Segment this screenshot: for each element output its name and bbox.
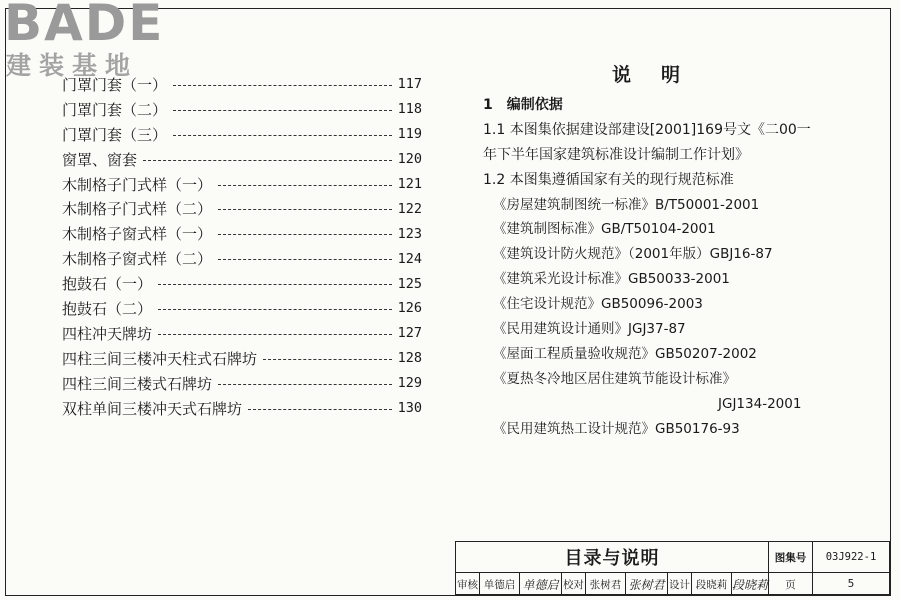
toc-row bbox=[62, 172, 422, 197]
toc-row bbox=[62, 346, 422, 371]
toc-title: 门罩门套（三） bbox=[62, 125, 168, 144]
toc-row bbox=[62, 271, 422, 296]
toc-page: 119 bbox=[397, 126, 422, 143]
standard-item: 《夏热冬冷地区居住建筑节能设计标准》 bbox=[493, 370, 736, 387]
toc-title: 木制格子窗式样（一） bbox=[62, 225, 213, 244]
standard-item: 《建筑采光设计标准》GB50033-2001 bbox=[493, 271, 730, 288]
toc-row bbox=[62, 221, 422, 246]
toc-row bbox=[62, 196, 422, 221]
design-label: 设计 bbox=[668, 573, 692, 595]
logo-subtitle: 建装基地 bbox=[6, 51, 139, 80]
toc-leader bbox=[218, 384, 392, 385]
toc-title: 双柱单间三楼冲天式石牌坊 bbox=[62, 399, 243, 418]
standard-item: 《民用建筑热工设计规范》GB50176-93 bbox=[493, 420, 740, 437]
toc-row bbox=[62, 122, 422, 147]
toc-title: 四柱冲天牌坊 bbox=[62, 324, 153, 343]
check-name: 张树君 bbox=[586, 573, 626, 595]
standard-item: 《建筑制图标准》GB/T50104-2001 bbox=[493, 221, 716, 238]
toc-page: 125 bbox=[397, 275, 422, 292]
toc-row bbox=[62, 321, 422, 346]
paragraph-1-1-line-2: 年下半年国家建筑标准设计编制工作计划》 bbox=[483, 146, 749, 163]
toc-page: 123 bbox=[397, 225, 422, 242]
toc-page: 118 bbox=[397, 101, 422, 118]
standard-item: 《房屋建筑制图统一标准》B/T50001-2001 bbox=[493, 196, 760, 213]
toc-page: 120 bbox=[397, 151, 422, 168]
toc-page: 129 bbox=[397, 375, 422, 392]
atlas-label: 图集号 bbox=[769, 542, 813, 573]
toc-page: 117 bbox=[397, 76, 422, 93]
check-label: 校对 bbox=[562, 573, 586, 595]
table-of-contents bbox=[62, 72, 422, 420]
page-heading: 说明 bbox=[612, 64, 711, 86]
toc-leader bbox=[158, 309, 392, 310]
review-signature: 单德启 bbox=[520, 573, 562, 595]
toc-page: 126 bbox=[397, 300, 422, 317]
toc-title: 四柱三间三楼冲天柱式石牌坊 bbox=[62, 349, 258, 368]
toc-page: 122 bbox=[397, 200, 422, 217]
toc-row bbox=[62, 147, 422, 172]
toc-leader bbox=[158, 334, 392, 335]
title-block bbox=[455, 541, 890, 595]
paragraph-1-2: 1.2 本图集遵循国家有关的现行规范标准 bbox=[483, 171, 734, 188]
toc-leader bbox=[173, 85, 392, 86]
logo bbox=[4, 0, 174, 80]
toc-title: 抱鼓石（二） bbox=[62, 299, 153, 318]
toc-row bbox=[62, 296, 422, 321]
toc-title: 木制格子门式样（一） bbox=[62, 175, 213, 194]
toc-title: 木制格子门式样（二） bbox=[62, 200, 213, 219]
toc-title: 抱鼓石（一） bbox=[62, 275, 153, 294]
toc-leader bbox=[218, 209, 392, 210]
toc-title: 门罩门套（一） bbox=[62, 75, 168, 94]
toc-leader bbox=[218, 234, 392, 235]
toc-row bbox=[62, 72, 422, 97]
toc-title: 木制格子窗式样（二） bbox=[62, 250, 213, 269]
standard-item: 《屋面工程质量验收规范》GB50207-2002 bbox=[493, 345, 757, 362]
atlas-number: 03J922-1 bbox=[813, 542, 889, 573]
toc-row bbox=[62, 97, 422, 122]
explanation-body bbox=[483, 93, 883, 441]
design-name: 段晓莉 bbox=[692, 573, 732, 595]
toc-row bbox=[62, 246, 422, 271]
toc-leader bbox=[158, 284, 392, 285]
toc-title: 四柱三间三楼式石牌坊 bbox=[62, 374, 213, 393]
toc-row bbox=[62, 371, 422, 396]
standard-item: 《建筑设计防火规范》（2001年版）GBJ16-87 bbox=[493, 246, 773, 263]
toc-title: 门罩门套（二） bbox=[62, 100, 168, 119]
page-label: 页 bbox=[769, 573, 813, 595]
section-title: 1 编制依据 bbox=[483, 97, 563, 113]
title-block-title: 目录与说明 bbox=[456, 542, 769, 573]
standard-item: 《住宅设计规范》GB50096-2003 bbox=[493, 296, 703, 313]
toc-title: 窗罩、窗套 bbox=[62, 150, 138, 169]
toc-leader bbox=[143, 160, 392, 161]
toc-leader bbox=[263, 359, 392, 360]
standards-list bbox=[483, 193, 883, 442]
page-number: 5 bbox=[847, 578, 855, 590]
toc-leader bbox=[218, 185, 392, 186]
paragraph-1-1-line-1: 1.1 本图集依据建设部建设[2001]169号文《二00一 bbox=[483, 121, 811, 138]
logo-wordmark: BADE bbox=[4, 0, 165, 52]
toc-leader bbox=[173, 110, 392, 111]
check-signature: 张树君 bbox=[626, 573, 668, 595]
toc-page: 130 bbox=[397, 400, 422, 417]
toc-page: 124 bbox=[397, 250, 422, 267]
toc-row bbox=[62, 396, 422, 421]
toc-leader bbox=[173, 135, 392, 136]
review-label: 审核 bbox=[456, 573, 480, 595]
toc-page: 128 bbox=[397, 350, 422, 367]
toc-page: 121 bbox=[397, 176, 422, 192]
toc-leader bbox=[218, 259, 392, 260]
toc-page: 127 bbox=[397, 325, 422, 342]
design-signature: 段晓莉 bbox=[732, 573, 769, 595]
review-name: 单德启 bbox=[480, 573, 520, 595]
standard-item: JGJ134-2001 bbox=[718, 395, 802, 412]
standard-item: 《民用建筑设计通则》JGJ37-87 bbox=[493, 321, 686, 338]
toc-leader bbox=[248, 409, 392, 410]
